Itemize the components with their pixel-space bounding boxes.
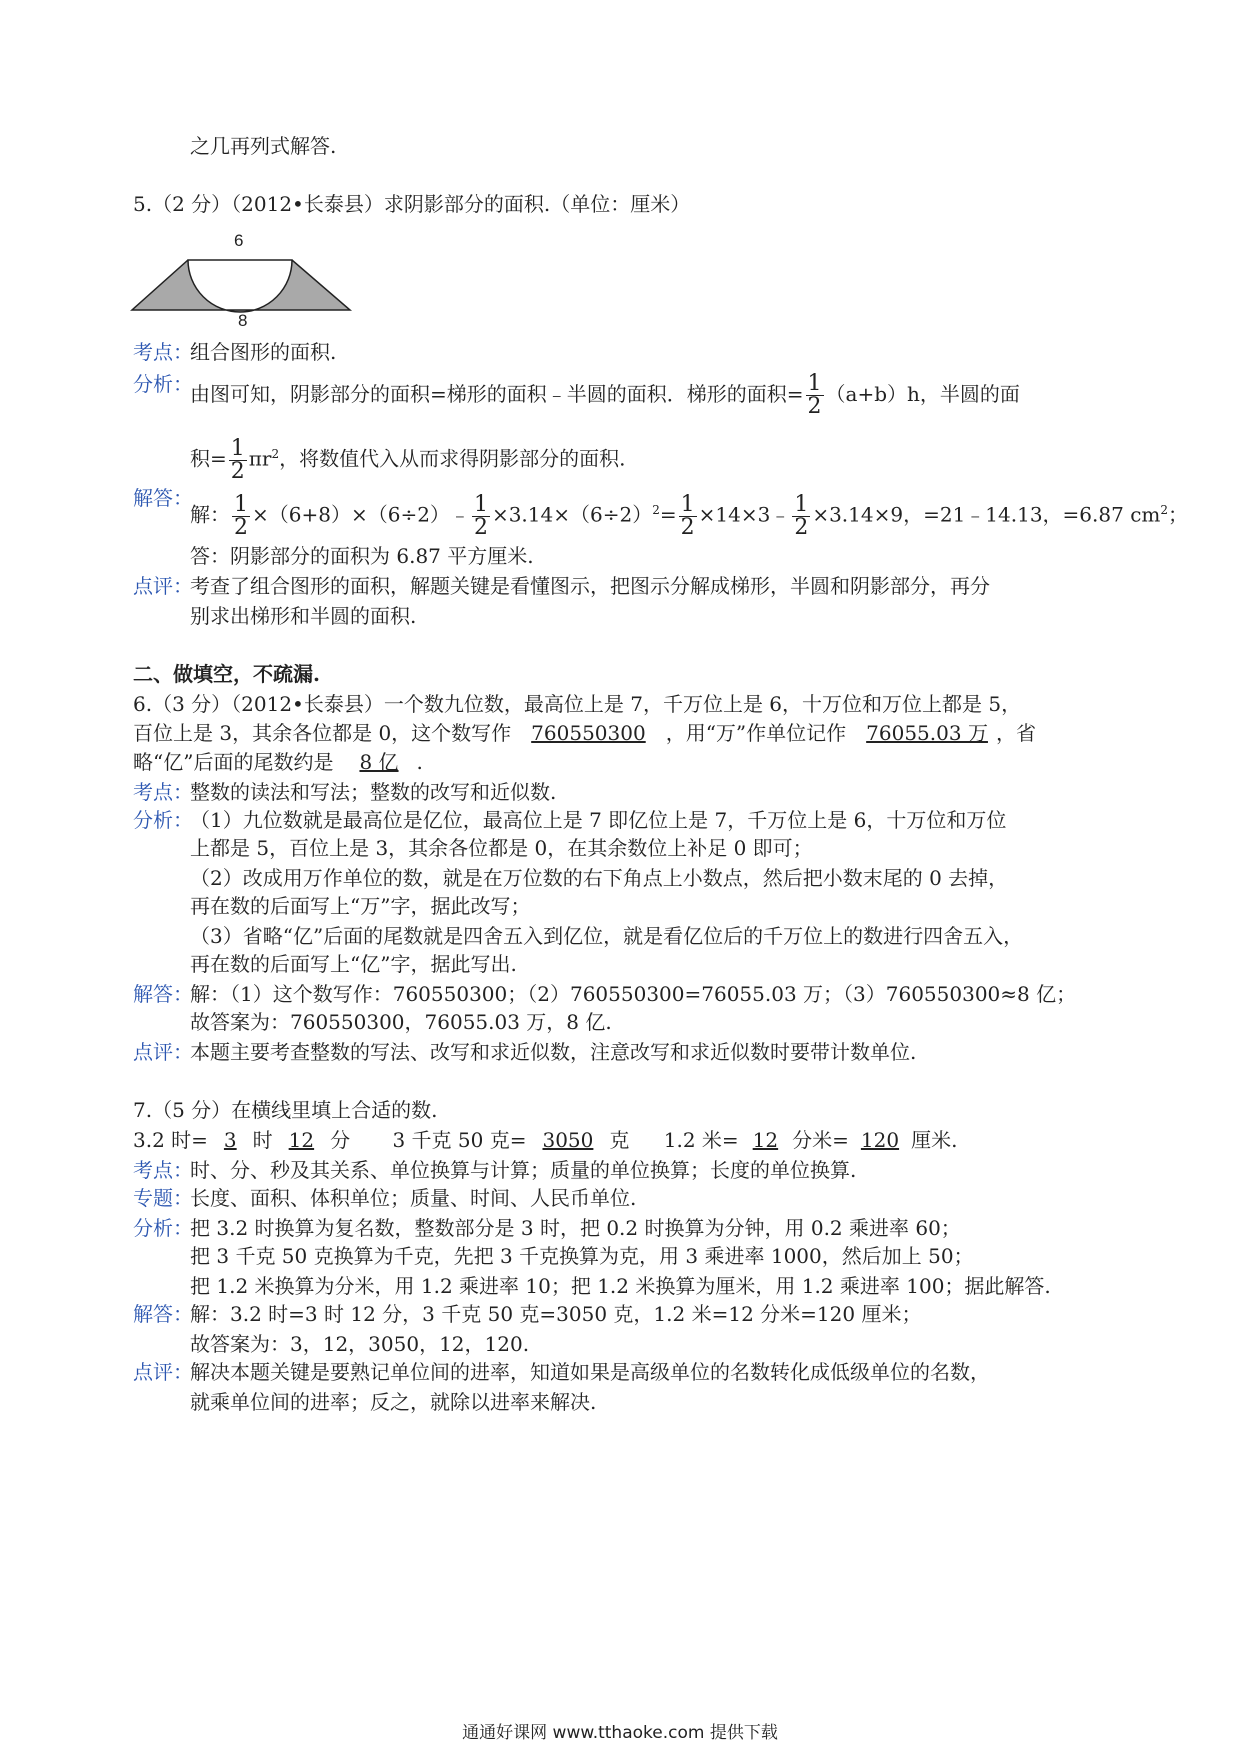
fraction-half (792, 491, 810, 540)
intro-line: 之几再列式解答. (190, 134, 337, 158)
q6-jieda-line1: 解：（1）这个数写作：760550300；（2）760550300=76055.03 万；（3）760550300≈8 亿； (190, 982, 1077, 1006)
q6-fenxi-line: 上都是 5，百位上是 3，其余各位都是 0，在其余数位上补足 0 即可； (190, 836, 813, 860)
q6-kaodian-label: 考点： (133, 780, 193, 804)
q5-dianping-label: 点评： (133, 574, 193, 598)
fraction-half (679, 491, 697, 540)
text-part: ； (1168, 502, 1188, 527)
text-part: （a+b）h，半圆的面 (825, 382, 1020, 406)
figure-bottom-label: 8 (238, 311, 248, 328)
denominator: 2 (234, 514, 248, 540)
q6-jieda-label: 解答： (133, 982, 193, 1006)
fraction-half (472, 491, 490, 540)
answer-blank: 76055.03 万 (866, 721, 988, 745)
q7-zhuanti-label: 专题： (133, 1186, 193, 1210)
q6-fenxi-line: （1）九位数就是最高位是亿位，最高位上是 7 即亿位上是 7，千万位上是 6，十万位和万位 (190, 808, 1007, 832)
q5-dianping-line1: 考查了组合图形的面积，解题关键是看懂图示，把图示分解成梯形，半圆和阴影部分，再分 (190, 574, 990, 598)
trapezoid-semicircle-figure (130, 228, 360, 328)
fraction-half (229, 435, 247, 484)
q5-fenxi-line1 (190, 366, 1020, 422)
q7-kaodian-label: 考点： (133, 1158, 193, 1182)
q5-kaodian-label: 考点： (133, 340, 193, 364)
text-part: ×3.14×9，=21﹣14.13，=6.87 cm (812, 502, 1161, 527)
q6-dianping: 本题主要考查整数的写法、改写和求近似数，注意改写和求近似数时要带计数单位. (190, 1040, 917, 1064)
denominator: 2 (230, 458, 245, 484)
text-part: πr (248, 446, 272, 471)
q7-kaodian: 时、分、秒及其关系、单位换算与计算；质量的单位换算；长度的单位换算. (190, 1158, 857, 1182)
q7-fenxi-label: 分析： (133, 1216, 193, 1240)
shaded-region (132, 260, 350, 312)
q7-fenxi-line: 把 1.2 米换算为分米，用 1.2 乘进率 10；把 1.2 米换算为厘米，用 1.2 乘进率 100；据此解答. (190, 1274, 1051, 1298)
answer-blank: 120 (860, 1128, 900, 1152)
superscript: 2 (271, 447, 280, 461)
q6-kaodian: 整数的读法和写法；整数的改写和近似数. (190, 780, 557, 804)
text-part: 分 (330, 1128, 351, 1152)
answer-blank: 12 (752, 1128, 779, 1152)
q6-line2 (133, 719, 1036, 747)
text-part: 厘米. (911, 1128, 958, 1152)
denominator: 2 (680, 514, 695, 540)
q7-fenxi-line: 把 3 千克 50 克换算为千克，先把 3 千克换算为克，用 3 乘进率 1000，然后加上 50； (190, 1244, 974, 1268)
page-footer: 通通好课网 www.tthaoke.com 提供下载 (462, 1723, 778, 1743)
answer-blank: 760550300 (531, 721, 646, 745)
text-part: 由图可知，阴影部分的面积=梯形的面积﹣半圆的面积．梯形的面积= (190, 382, 804, 406)
numerator: 1 (234, 491, 248, 517)
numerator: 1 (473, 491, 488, 517)
text-part: 3 千克 50 克= (392, 1128, 527, 1152)
text-part: 1.2 米= (663, 1128, 739, 1152)
answer-blank: 12 (288, 1128, 315, 1152)
q6-line1: 6.（3 分）（2012•长泰县）一个数九位数，最高位上是 7，千万位上是 6，十万位和万位上都是 5， (133, 692, 1022, 716)
numerator: 1 (680, 491, 695, 517)
q5-jieda-label: 解答： (133, 486, 193, 510)
q5-jieda-line2: 答：阴影部分的面积为 6.87 平方厘米. (190, 544, 534, 568)
q6-fenxi-line: （2）改成用万作单位的数，就是在万位数的右下角点上小数点，然后把小数末尾的 0 去掉， (190, 866, 1009, 890)
q6-fenxi-line: （3）省略“亿”后面的尾数就是四舍五入到亿位，就是看亿位后的千万位上的数进行四舍五入， (190, 924, 1024, 948)
text-part: ，省 (995, 721, 1036, 745)
q7-header: 7.（5 分）在横线里填上合适的数. (133, 1098, 438, 1122)
q7-dianping-label: 点评： (133, 1360, 193, 1384)
q5-header: 5.（2 分）（2012•长泰县）求阴影部分的面积.（单位：厘米） (133, 192, 691, 216)
text-part: 时 (252, 1128, 273, 1152)
superscript: 2 (652, 503, 660, 517)
text-part: ×14×3﹣ (698, 502, 791, 527)
denominator: 2 (794, 514, 809, 540)
text-part: 克 (609, 1128, 630, 1152)
q7-jieda-line1: 解：3.2 时=3 时 12 分，3 千克 50 克=3050 克，1.2 米=12 分米=120 厘米； (190, 1302, 922, 1326)
q7-dianping-line1: 解决本题关键是要熟记单位间的进率，知道如果是高级单位的名数转化成低级单位的名数， (190, 1360, 990, 1384)
q6-fenxi-line: 再在数的后面写上“亿”字，据此写出. (190, 952, 517, 976)
q6-fenxi-label: 分析： (133, 808, 193, 832)
text-part: ×3.14×（6÷2） (491, 502, 653, 527)
answer-blank: 3050 (542, 1128, 594, 1152)
text-part: ×（6+8）×（6÷2）﹣ (252, 502, 470, 527)
text-part: . (416, 750, 423, 774)
text-part: 解： (190, 502, 230, 527)
numerator: 1 (794, 491, 809, 517)
q5-fenxi-line2 (190, 426, 625, 487)
section-title: 二、做填空，不疏漏. (133, 662, 320, 686)
text-part: 百位上是 3，其余各位都是 0，这个数写作 (133, 721, 512, 745)
q5-dianping-line2: 别求出梯形和半圆的面积. (190, 604, 417, 628)
fraction-half (806, 373, 824, 418)
text-part: 分米= (792, 1128, 849, 1152)
q5-jieda-line1 (190, 482, 1188, 543)
q7-jieda-label: 解答： (133, 1302, 193, 1326)
numerator: 1 (230, 435, 245, 461)
text-part: 3.2 时= (133, 1128, 208, 1152)
answer-blank: 8 亿 (359, 750, 399, 774)
q5-kaodian: 组合图形的面积. (190, 340, 337, 364)
numerator: 1 (807, 371, 822, 396)
fraction-half (232, 491, 250, 540)
q7-jieda-line2: 故答案为：3，12，3050，12，120. (190, 1332, 530, 1356)
q7-dianping-line2: 就乘单位间的进率；反之，就除以进率来解决. (190, 1390, 597, 1414)
figure-top-label: 6 (234, 231, 244, 250)
text-part: 积= (190, 446, 227, 471)
q5-fenxi-label: 分析： (133, 372, 193, 396)
text-part: = (659, 502, 677, 527)
q7-fenxi-line: 把 3.2 时换算为复名数，整数部分是 3 时，把 0.2 时换算为分钟，用 0.2 乘进率 60； (190, 1216, 961, 1240)
text-part: ，将数值代入从而求得阴影部分的面积. (279, 446, 626, 471)
q6-jieda-line2: 故答案为：760550300，76055.03 万，8 亿. (190, 1010, 612, 1034)
text-part: ，用“万”作单位记作 (665, 721, 847, 745)
answer-blank: 3 (223, 1128, 237, 1152)
denominator: 2 (807, 394, 822, 419)
q6-fenxi-line: 再在数的后面写上“万”字，据此改写； (190, 894, 531, 918)
denominator: 2 (473, 514, 488, 540)
q7-fill-line (133, 1126, 957, 1154)
q6-line3 (133, 748, 423, 776)
q6-dianping-label: 点评： (133, 1040, 193, 1064)
text-part: 略“亿”后面的尾数约是 (133, 750, 334, 774)
superscript: 2 (1160, 503, 1168, 517)
q7-zhuanti: 长度、面积、体积单位；质量、时间、人民币单位. (190, 1186, 637, 1210)
